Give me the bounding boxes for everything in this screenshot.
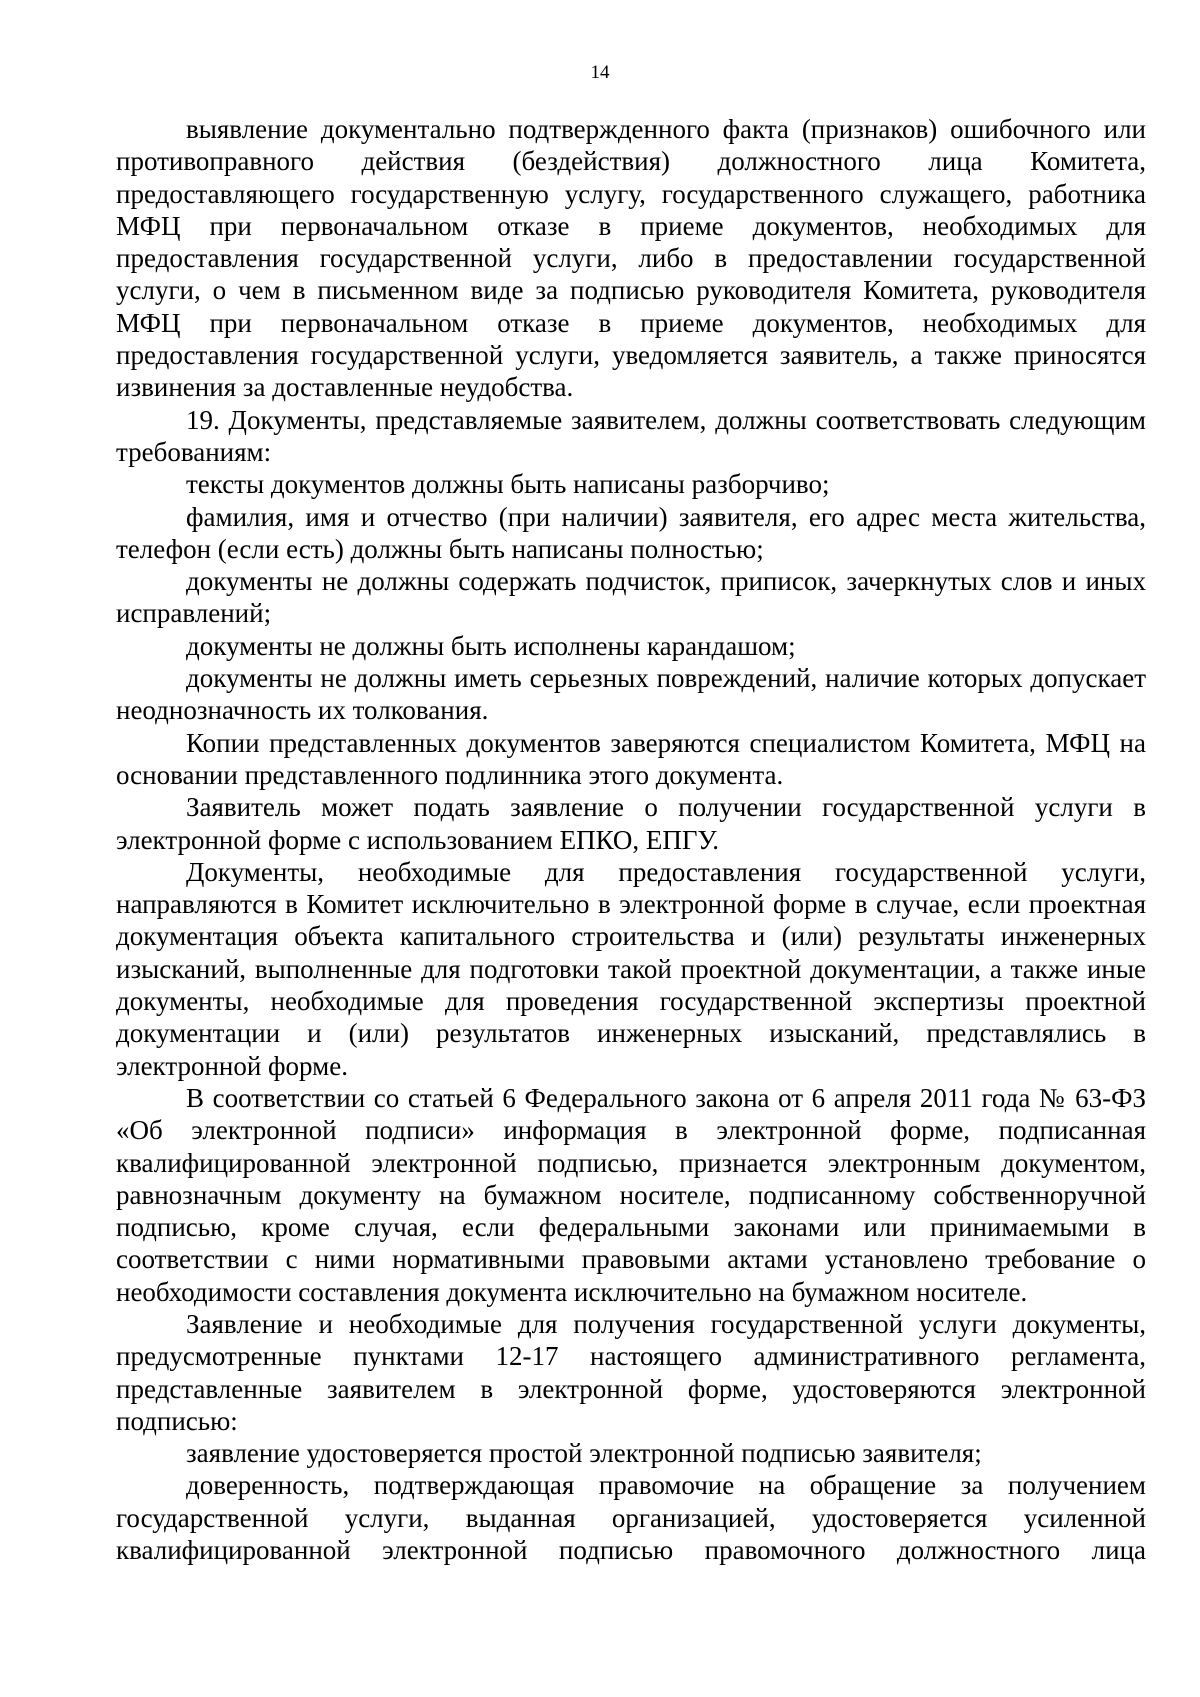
paragraph-copies-certified: Копии представленных документов заверяются специалистом Комитета, МФЦ на основании представленного подлинника этого документа.: [116, 727, 1146, 790]
paragraph-electronic-documents: Документы, необходимые для предоставления государственной услуги, направляются в Комитет исключительно в электронной форме в случае, если проектная документация объекта капитального строительства и (или) результаты инженерных изысканий, выполненные для подготовки такой проектной документации, а также иные документы, необходимые для проведения государственной экспертизы проектной документации и (или) результатов инженерных изысканий, представлялись в электронной форме.: [116, 856, 1146, 1081]
paragraph-requirement-no-corrections: документы не должны содержать подчисток, приписок, зачеркнутых слов и иных исправлений;: [116, 566, 1146, 629]
paragraph-error-detection: выявление документально подтвержденного факта (признаков) ошибочного или противоправного действия (бездействия) должностного лица Комитета, предоставляющего государственную услугу, государственного служащего, работника МФЦ при первоначальном отказе в приеме документов, необходимых для предоставления государственной услуги, либо в предоставлении государственной услуги, о чем в письменном виде за подписью руководителя Комитета, руководителя МФЦ при первоначальном отказе в приеме документов, необходимых для предоставления государственной услуги, уведомляется заявитель, а также приносятся извинения за доставленные неудобства.: [116, 114, 1146, 403]
paragraph-electronic-application: Заявитель может подать заявление о получении государственной услуги в электронной форме с использованием ЕПКО, ЕПГУ.: [116, 792, 1146, 855]
paragraph-electronic-signature-law: В соответствии со статьей 6 Федерального закона от 6 апреля 2011 года № 63-ФЗ «Об электронной подписи» информация в электронной форме, подписанная квалифицированной электронной подписью, признается электронным документом, равнозначным документу на бумажном носителе, подписанному собственноручной подписью, кроме случая, если федеральными законами или принимаемыми в соответствии с ними нормативными правовыми актами установлено требование о необходимости составления документа исключительно на бумажном носителе.: [116, 1082, 1146, 1307]
paragraph-signature-certification: Заявление и необходимые для получения государственной услуги документы, предусмотренные пунктами 12-17 настоящего административного регламента, представленные заявителем в электронной форме, удостоверяются электронной подписью:: [116, 1308, 1146, 1436]
paragraph-requirements-heading: 19. Документы, представляемые заявителем, должны соответствовать следующим требованиям:: [116, 404, 1146, 467]
paragraph-requirement-no-pencil: документы не должны быть исполнены карандашом;: [186, 630, 796, 661]
paragraph-requirement-legible: тексты документов должны быть написаны разборчиво;: [186, 469, 830, 500]
page-number: 14: [590, 62, 610, 83]
paragraph-power-of-attorney: доверенность, подтверждающая правомочие на обращение за получением государственной услуги, выданная организацией, удостоверяется усиленной квалифицированной электронной подписью правомочного должностного лица: [116, 1470, 1146, 1566]
paragraph-requirement-no-damage: документы не должны иметь серьезных повреждений, наличие которых допускает неоднозначность их толкования.: [116, 663, 1146, 726]
paragraph-requirement-full-name: фамилия, имя и отчество (при наличии) заявителя, его адрес места жительства, телефон (если есть) должны быть написаны полностью;: [116, 501, 1146, 564]
document-body: [116, 113, 1146, 1566]
paragraph-simple-signature: заявление удостоверяется простой электронной подписью заявителя;: [186, 1438, 982, 1469]
